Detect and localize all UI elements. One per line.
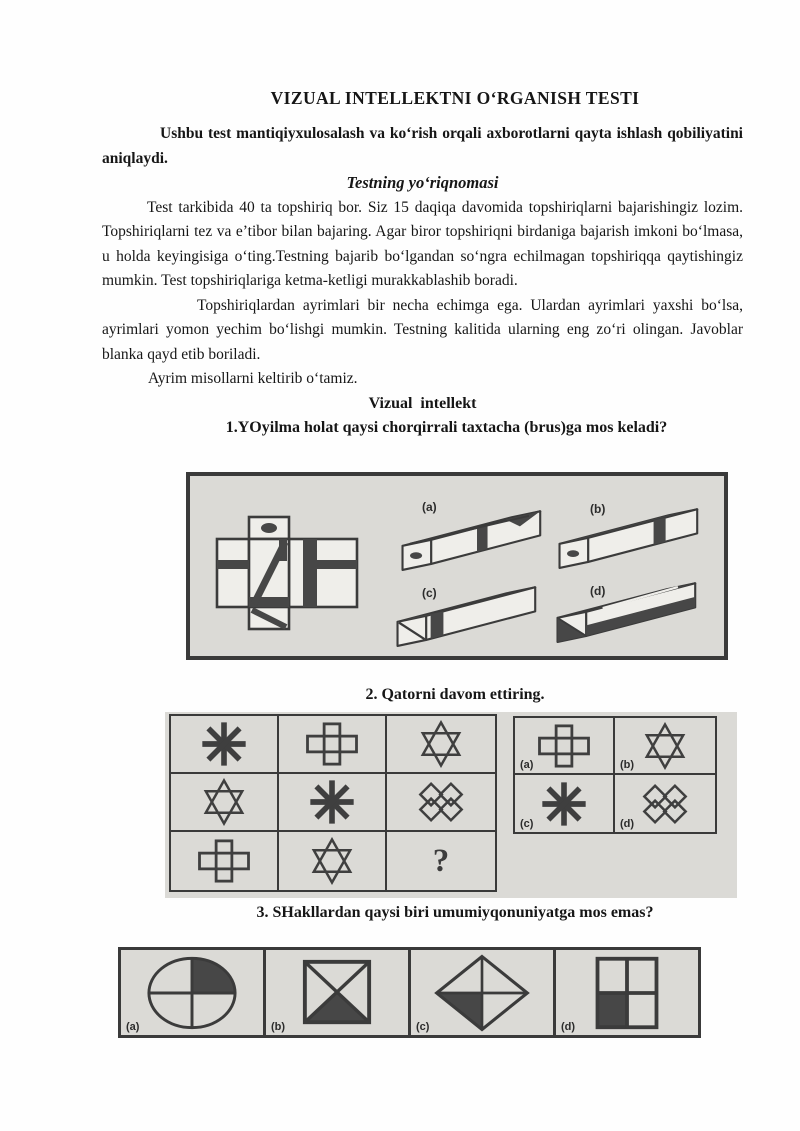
figure2-grid-cell: [279, 716, 387, 774]
figure2-grid-cell: [171, 716, 279, 774]
figure3-option-d-label: (d): [561, 1021, 576, 1033]
question-mark: ?: [432, 842, 450, 879]
question-2: 2. Qatorni davom ettiring.: [365, 686, 545, 703]
figure1-net-and-boxes: [186, 472, 728, 660]
section-heading: Vizual intellekt: [368, 394, 477, 412]
figure1-option-c-label: (c): [422, 586, 437, 600]
figure2-grid-cell: [387, 774, 495, 832]
instructions-heading: Testning yo‘riqnomasi: [346, 173, 499, 192]
figure1-option-d-label: (d): [590, 584, 606, 598]
asterisk-8-icon: [306, 776, 358, 828]
figure2-grid: [169, 714, 497, 892]
figure1-option-b-label: (b): [590, 502, 606, 516]
figure3-option-b: [266, 950, 411, 1035]
intro-paragraph: Ushbu test mantiqiyxulosalash va ko‘rish orqali axborotlarni qayta ishlash qobiliyatini aniqlaydi.: [102, 125, 743, 167]
solutions-paragraph: Topshiriqlardan ayrimlari bir necha echimga ega. Ulardan ayrimlari yaxshi bo‘lsa, ayrimlari yomon yechim bo‘lishgi mumkin. Testning kalitida ularning eng zo‘ri olingan. Javoblar blanka qayd etib boriladi.: [102, 296, 743, 363]
box-option-b-icon: [552, 506, 710, 578]
figure2-answer-label: (a): [520, 759, 534, 771]
figure2-grid-cell: [171, 832, 279, 890]
figure3-odd-one-out: [118, 947, 701, 1038]
figure1-option-a-label: (a): [422, 500, 437, 514]
figure2-answer-cell: [615, 718, 715, 775]
figure2-answer-grid: [513, 716, 717, 834]
circle-quarter-filled-icon: [133, 955, 251, 1031]
figure3-option-a-label: (a): [126, 1021, 140, 1033]
star-6-icon: [416, 720, 466, 768]
cross-plus-icon: [196, 838, 252, 884]
box-option-d-icon: [550, 580, 708, 652]
figure2-grid-cell: [279, 774, 387, 832]
cross-plus-icon: [536, 723, 592, 769]
cross-plus-icon: [304, 721, 360, 767]
figure3-option-c-label: (c): [416, 1021, 430, 1033]
figure3-option-b-label: (b): [271, 1021, 286, 1033]
figure3-option-a: [121, 950, 266, 1035]
figure2-grid-cell: [279, 832, 387, 890]
figure2-answer-cell: [515, 775, 615, 832]
square-quadrant-filled-icon: [579, 954, 675, 1032]
body-text-column: [102, 122, 743, 441]
figure2-answer-cell: [515, 718, 615, 775]
square-x-bottom-filled-icon: [293, 956, 381, 1030]
diamonds-4-icon: [414, 778, 468, 826]
diamonds-4-icon: [638, 780, 692, 828]
star-6-icon: [307, 837, 357, 885]
figure2-pattern-matrix: [165, 712, 737, 898]
asterisk-8-icon: [538, 778, 590, 830]
figure3-option-d: [556, 950, 698, 1035]
diamond-cross-filled-icon: [428, 953, 536, 1033]
question-3: 3. SHakllardan qaysi biri umumiyqonuniyatga mos emas?: [256, 904, 654, 921]
figure2-grid-cell: [387, 716, 495, 774]
star-6-icon: [199, 778, 249, 826]
unfolded-net-icon: [190, 476, 390, 656]
instructions-paragraph: Test tarkibida 40 ta topshiriq bor. Siz 15 daqiqa davomida topshiriqlarni bajarishingiz lozim. Topshiriqlarni tez va e’tibor bilan bajaring. Agar biror topshiriqni birdaniga bajarish imkoni bo‘lmasa, u holda keyingisiga o‘ting.Testning bajarib bo‘lgandan so‘ngra echilmagan topshiriqqa qaytishingiz mumkin. Test topshiriqlariga ketma-ketligi murakkablashib boradi.: [102, 198, 743, 289]
figure2-grid-cell: [387, 832, 495, 890]
star-6-icon: [640, 722, 690, 770]
box-option-c-icon: [390, 584, 548, 656]
question-1: 1.YOyilma holat qaysi chorqirrali taxtacha (brus)ga mos keladi?: [225, 419, 668, 436]
box-option-a-icon: [395, 508, 553, 580]
figure2-answer-label: (b): [620, 759, 635, 771]
figure2-answer-label: (c): [520, 818, 534, 830]
examples-line: Ayrim misollarni keltirib o‘tamiz.: [148, 370, 358, 387]
figure2-grid-cell: [171, 774, 279, 832]
page-title: VIZUAL INTELLEKTNI O‘RGANISH TESTI: [270, 87, 640, 108]
figure3-option-c: [411, 950, 556, 1035]
figure2-answer-label: (d): [620, 818, 635, 830]
figure2-answer-cell: [615, 775, 715, 832]
asterisk-8-icon: [198, 718, 250, 770]
